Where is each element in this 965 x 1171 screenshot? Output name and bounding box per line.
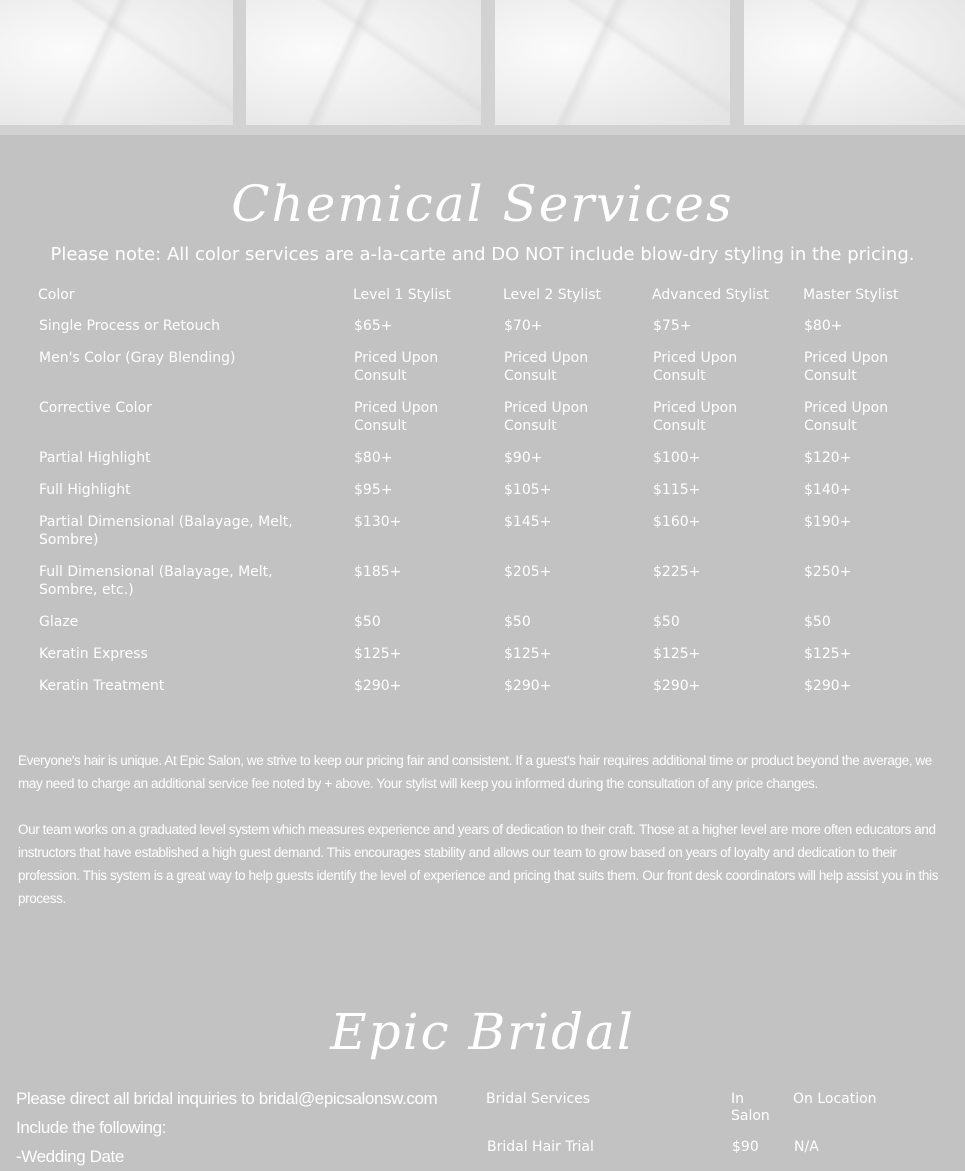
bridal-header-in-salon: In Salon [731,1091,770,1124]
marble-banner [0,0,965,135]
service-price: $95+ [354,482,393,498]
service-name: Single Process or Retouch [39,318,221,334]
marble-tile [246,0,481,125]
epic-bridal-title: Epic Bridal [330,1003,635,1061]
service-price: $50 [354,614,381,630]
service-price: Priced Upon Consult [354,400,439,434]
service-price: $185+ [354,564,402,580]
service-price: $75+ [653,318,692,334]
service-price: $80+ [804,318,843,334]
service-price: $290+ [804,678,852,694]
service-name: Partial Dimensional (Balayage, Melt, Sombre) [39,514,293,548]
service-price: $290+ [653,678,701,694]
service-price: $190+ [804,514,852,530]
marble-tile [744,0,965,125]
service-price: $120+ [804,450,852,466]
service-price: $250+ [804,564,852,580]
service-price: $130+ [354,514,402,530]
service-price: $125+ [804,646,852,662]
service-name: Keratin Treatment [39,678,165,694]
service-price: Priced Upon Consult [804,400,889,434]
bridal-inquiry-line: Include the following: [16,1118,166,1137]
header-advanced: Advanced Stylist [652,287,769,303]
service-price: $80+ [354,450,393,466]
service-price: $140+ [804,482,852,498]
bridal-price-on-location: N/A [794,1139,819,1155]
service-price: Priced Upon Consult [354,350,439,384]
marble-tile [495,0,730,125]
service-name: Corrective Color [39,400,152,416]
service-price: $70+ [504,318,543,334]
marble-tile [0,0,233,125]
service-price: Priced Upon Consult [504,350,589,384]
service-price: $160+ [653,514,701,530]
service-price: $50 [653,614,680,630]
service-price: $125+ [653,646,701,662]
service-name: Partial Highlight [39,450,151,466]
service-price: $205+ [504,564,552,580]
chemical-services-title: Chemical Services [231,175,734,233]
service-name: Keratin Express [39,646,148,662]
header-color: Color [38,287,75,303]
service-name: Full Dimensional (Balayage, Melt, Sombre, etc.) [39,564,273,598]
level-system-paragraph: Our team works on a graduated level system which measures experience and years of dedication to their craft. Those at a higher level are more often educators and instructors that have established a high guest demand. This encourages stability and allows our team to grow based on years of loyalty and dedication to their profession. This system is a great way to help guests identify the level of experience and pricing that suits them. Our front desk coordinators will help assist you in this process. [18,822,938,906]
bridal-header-services: Bridal Services [486,1091,591,1107]
header-level-1: Level 1 Stylist [353,287,451,303]
service-price: $125+ [504,646,552,662]
bridal-inquiry-info [16,1084,456,1171]
service-price: $290+ [504,678,552,694]
service-name: Glaze [39,614,79,630]
service-price: Priced Upon Consult [653,400,738,434]
service-price: $65+ [354,318,393,334]
service-price: Priced Upon Consult [653,350,738,384]
service-price: $145+ [504,514,552,530]
header-level-2: Level 2 Stylist [503,287,601,303]
service-price: $50 [504,614,531,630]
header-master: Master Stylist [803,287,899,303]
color-services-note: Please note: All color services are a-la-carte and DO NOT include blow-dry styling in the pricing. [50,244,915,265]
service-name: Full Highlight [39,482,131,498]
service-price: $225+ [653,564,701,580]
service-price: $125+ [354,646,402,662]
service-price: $290+ [354,678,402,694]
bridal-service-name: Bridal Hair Trial [487,1139,594,1155]
bridal-header-on-location: On Location [793,1091,877,1107]
bridal-inquiry-line: -Wedding Date [16,1147,124,1166]
bridal-inquiry-line: Please direct all bridal inquiries to bridal@epicsalonsw.com [16,1089,438,1108]
service-price: $105+ [504,482,552,498]
bridal-price-in-salon: $90 [732,1139,759,1155]
service-price: $115+ [653,482,701,498]
service-name: Men's Color (Gray Blending) [39,350,236,366]
service-price: $50 [804,614,831,630]
service-price: $100+ [653,450,701,466]
service-price: Priced Upon Consult [504,400,589,434]
pricing-policy-paragraph: Everyone's hair is unique. At Epic Salon, we strive to keep our pricing fair and consistent. If a guest's hair requires additional time or product beyond the average, we may need to charge an additional service fee noted by + above. Your stylist will keep you informed during the consultation of any price changes. [18,753,932,791]
service-price: $90+ [504,450,543,466]
service-price: Priced Upon Consult [804,350,889,384]
